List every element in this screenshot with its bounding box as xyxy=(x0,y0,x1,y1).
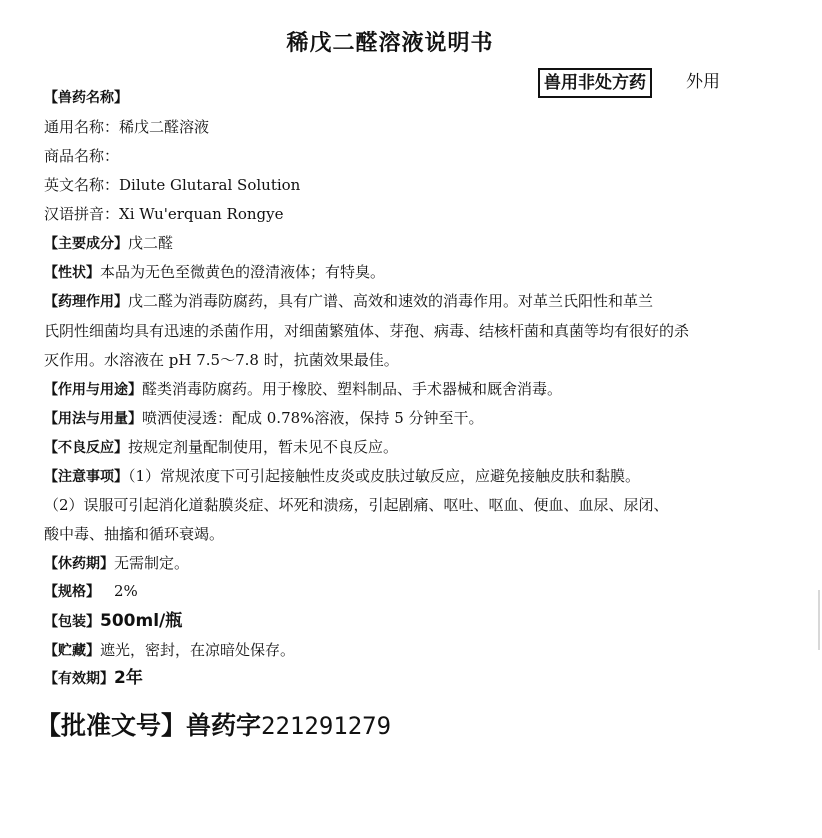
english-name-row xyxy=(44,174,300,196)
specification-row xyxy=(44,580,138,603)
section-value: 遮光，密封，在凉暗处保存。 xyxy=(100,641,296,659)
section-value: 本品为无色至微黄色的澄清液体；有特臭。 xyxy=(100,263,386,281)
usage-type-label: 外用 xyxy=(686,72,720,92)
section-header: 【作用与用途】 xyxy=(44,382,142,398)
adverse-reactions-row xyxy=(44,436,398,459)
section-header: 【包装】 xyxy=(44,614,100,630)
section-header: 【不良反应】 xyxy=(44,440,128,456)
approval-number: 221291279 xyxy=(261,712,392,740)
pharmacology-line-1 xyxy=(44,290,653,313)
package-row xyxy=(44,610,182,633)
pharmacology-line-2: 氏阴性细菌均具有迅速的杀菌作用，对细菌繁殖体、芽孢、病毒、结核杆菌和真菌等均有很好的杀 xyxy=(44,322,690,340)
document-title: 稀戊二醛溶液说明书 xyxy=(286,30,494,56)
ingredients-row xyxy=(44,232,173,255)
precautions-line-1 xyxy=(44,465,640,488)
section-header: 【注意事项】 xyxy=(44,469,128,485)
section-header: 【规格】 xyxy=(44,584,100,600)
field-value: Dilute Glutaral Solution xyxy=(119,176,301,194)
pharmacology-line-3: 灭作用。水溶液在 pH 7.5～7.8 时，抗菌效果最佳。 xyxy=(44,351,399,369)
properties-row xyxy=(44,261,385,284)
section-header: 【性状】 xyxy=(44,265,100,281)
approval-header: 【批准文号】 xyxy=(36,711,187,740)
precautions-line-3: 酸中毒、抽搐和循环衰竭。 xyxy=(44,525,225,543)
dosage-row xyxy=(44,407,484,430)
indications-row xyxy=(44,378,562,401)
section-header: 【药理作用】 xyxy=(44,294,128,310)
field-label: 通用名称： xyxy=(44,118,120,136)
section-header: 【主要成分】 xyxy=(44,236,128,252)
generic-name-row xyxy=(44,116,209,138)
section-header: 【用法与用量】 xyxy=(44,411,142,427)
section-header: 【贮藏】 xyxy=(44,643,100,659)
page-edge-divider xyxy=(818,590,820,650)
field-value: Xi Wu'erquan Rongye xyxy=(119,205,284,223)
field-label: 商品名称： xyxy=(44,147,120,165)
section-header: 【有效期】 xyxy=(44,671,114,687)
withdrawal-row xyxy=(44,552,189,575)
section-value: 戊二醛 xyxy=(128,234,174,252)
section-value: 无需制定。 xyxy=(114,554,190,572)
section-value: 按规定剂量配制使用，暂未见不良反应。 xyxy=(128,438,399,456)
section-value: 喷洒使浸透：配成 0.78%溶液，保持 5 分钟至干。 xyxy=(142,409,484,427)
section-header: 【休药期】 xyxy=(44,556,114,572)
section-value: 2% xyxy=(114,582,138,600)
section-value: 2年 xyxy=(114,668,143,688)
field-label: 汉语拼音： xyxy=(44,205,120,223)
field-label: 英文名称： xyxy=(44,176,120,194)
pinyin-row xyxy=(44,203,283,225)
section-value: （1）常规浓度下可引起接触性皮炎或皮肤过敏反应，应避免接触皮肤和黏膜。 xyxy=(128,467,641,485)
section-header: 【兽药名称】 xyxy=(44,90,128,106)
approval-number-row xyxy=(36,706,391,742)
drug-name-header xyxy=(44,86,128,109)
field-value: 稀戊二醛溶液 xyxy=(119,118,210,136)
validity-row xyxy=(44,667,143,690)
storage-row xyxy=(44,639,295,662)
section-value: 戊二醛为消毒防腐药，具有广谱、高效和速效的消毒作用。对革兰氏阳性和革兰 xyxy=(128,292,654,310)
trade-name-row xyxy=(44,145,119,167)
otc-badge: 兽用非处方药 xyxy=(538,68,652,98)
section-value: 醛类消毒防腐药。用于橡胶、塑料制品、手术器械和厩舍消毒。 xyxy=(142,380,563,398)
approval-prefix: 兽药字 xyxy=(186,711,262,740)
section-value: 500ml/瓶 xyxy=(100,611,183,631)
precautions-line-2: （2）误服可引起消化道黏膜炎症、坏死和溃疡，引起剧痛、呕吐、呕血、便血、血尿、尿闭、 xyxy=(44,496,669,514)
